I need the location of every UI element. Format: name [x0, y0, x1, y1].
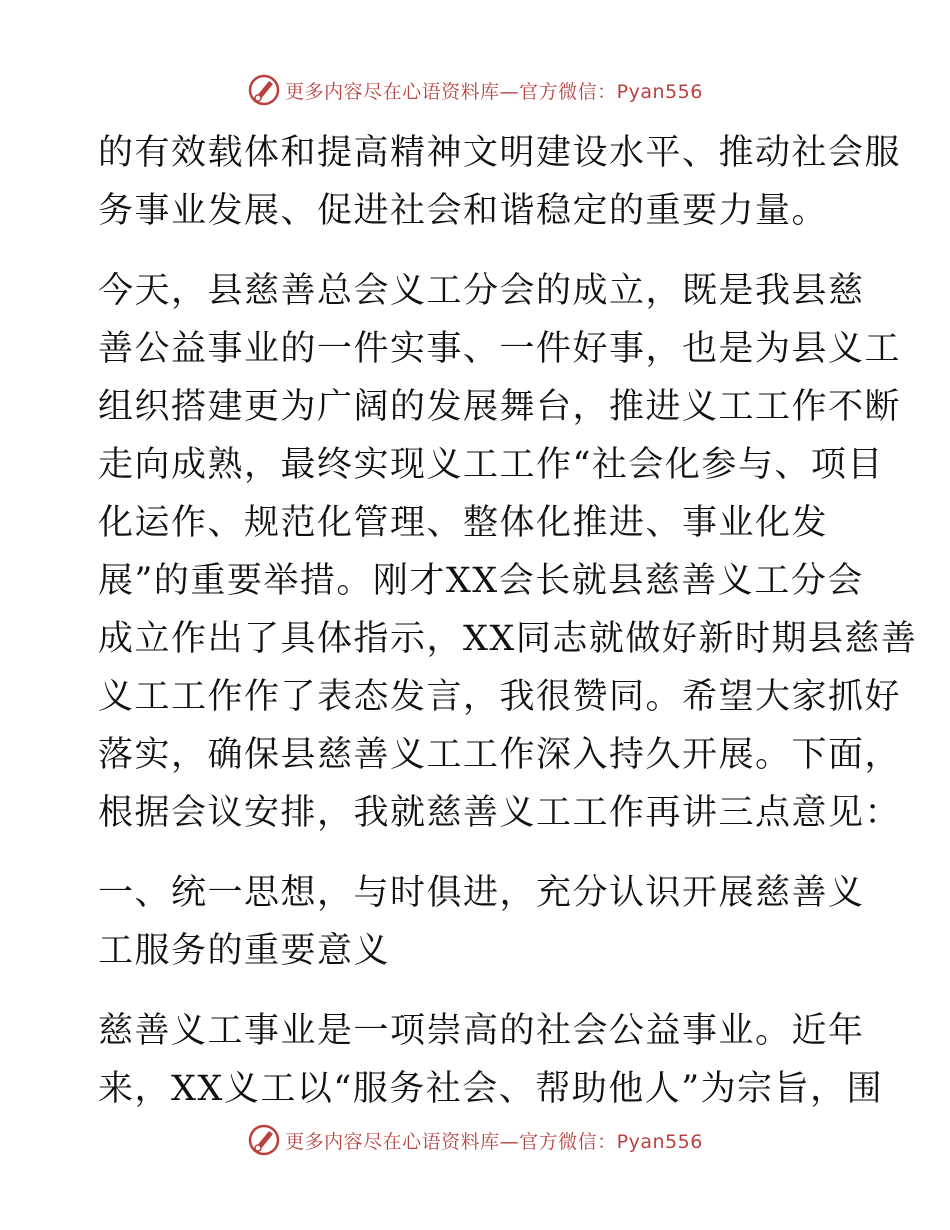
- text-line: 今天，县慈善总会义工分会的成立，既是我县慈: [98, 271, 865, 311]
- text-line: 一、统一思想，与时俱进，充分认识开展慈善义: [98, 873, 865, 913]
- text-line: 慈善义工事业是一项崇高的社会公益事业。近年: [98, 1011, 865, 1051]
- watermark-text: 更多内容尽在心语资料库—官方微信：Pyan556: [285, 1130, 703, 1153]
- section-heading: [98, 864, 865, 980]
- text-line: 落实，确保县慈善义工工作深入持久开展。下面，: [98, 735, 902, 775]
- watermark-logo-icon: [247, 73, 281, 107]
- footer-watermark: [0, 1120, 950, 1160]
- text-line: 走向成熟，最终实现义工工作“社会化参与、项目: [98, 445, 884, 485]
- text-line: 工服务的重要意义: [98, 931, 391, 971]
- paragraph: [98, 262, 918, 842]
- paragraph: [98, 1002, 884, 1118]
- text-line: 化运作、规范化管理、整体化推进、事业化发: [98, 503, 829, 543]
- header-watermark: [0, 70, 950, 110]
- text-line: 务事业发展、促进社会和谐稳定的重要力量。: [98, 191, 829, 231]
- text-line: 成立作出了具体指示，XX同志就做好新时期县慈善: [98, 619, 918, 659]
- document-body: [98, 124, 918, 1118]
- text-line: 义工工作作了表态发言，我很赞同。希望大家抓好: [98, 677, 902, 717]
- text-line: 组织搭建更为广阔的发展舞台，推进义工工作不断: [98, 387, 902, 427]
- text-line: 的有效载体和提高精神文明建设水平、推动社会服: [98, 133, 902, 173]
- paragraph: [98, 124, 902, 240]
- watermark-logo-icon: [247, 1123, 281, 1157]
- text-line: 善公益事业的一件实事、一件好事，也是为县义工: [98, 329, 902, 369]
- text-line: 来，XX义工以“服务社会、帮助他人”为宗旨，围: [98, 1069, 884, 1109]
- text-line: 根据会议安排，我就慈善义工工作再讲三点意见：: [98, 793, 902, 833]
- watermark-text: 更多内容尽在心语资料库—官方微信：Pyan556: [285, 80, 703, 103]
- text-line: 展”的重要举措。刚才XX会长就县慈善义工分会: [98, 561, 864, 601]
